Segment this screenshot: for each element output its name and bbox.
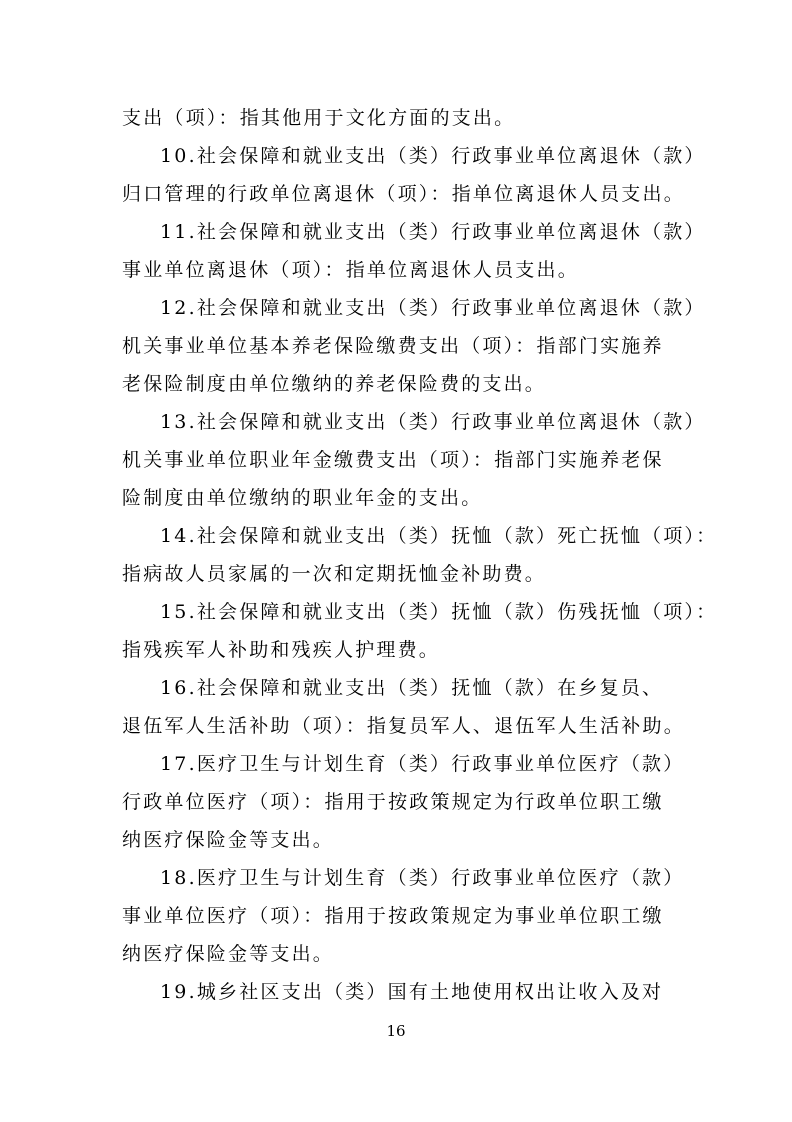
text-line: 退伍军人生活补助（项）：指复员军人、退伍军人生活补助。 bbox=[122, 715, 685, 737]
paragraph-start-line: 14.社会保障和就业支出（类）抚恤（款）死亡抚恤（项）： bbox=[160, 525, 718, 547]
text-line: 机关事业单位职业年金缴费支出（项）：指部门实施养老保 bbox=[122, 449, 664, 471]
text-line: 老保险制度由单位缴纳的养老保险费的支出。 bbox=[122, 373, 547, 395]
text-line: 支出（项）：指其他用于文化方面的支出。 bbox=[122, 107, 516, 129]
text-line: 险制度由单位缴纳的职业年金的支出。 bbox=[122, 487, 483, 509]
paragraph-start-line: 17.医疗卫生与计划生育（类）行政事业单位医疗（款） bbox=[160, 753, 685, 775]
text-line: 事业单位医疗（项）：指用于按政策规定为事业单位职工缴 bbox=[122, 905, 664, 927]
text-line: 纳医疗保险金等支出。 bbox=[122, 943, 335, 965]
paragraph-start-line: 19.城乡社区支出（类）国有土地使用权出让收入及对 bbox=[160, 981, 664, 1003]
paragraph-start-line: 18.医疗卫生与计划生育（类）行政事业单位医疗（款） bbox=[160, 867, 685, 889]
paragraph-start-line: 10.社会保障和就业支出（类）行政事业单位离退休（款） bbox=[160, 145, 706, 167]
text-line: 机关事业单位基本养老保险缴费支出（项）：指部门实施养 bbox=[122, 335, 664, 357]
page-number: 16 bbox=[386, 1022, 406, 1040]
text-line: 指病故人员家属的一次和定期抚恤金补助费。 bbox=[122, 563, 547, 585]
paragraph-start-line: 15.社会保障和就业支出（类）抚恤（款）伤残抚恤（项）： bbox=[160, 601, 718, 623]
paragraph-start-line: 12.社会保障和就业支出（类）行政事业单位离退休（款） bbox=[160, 297, 706, 319]
paragraph-start-line: 13.社会保障和就业支出（类）行政事业单位离退休（款） bbox=[160, 411, 706, 433]
paragraph-start-line: 16.社会保障和就业支出（类）抚恤（款）在乡复员、 bbox=[160, 677, 664, 699]
paragraph-start-line: 11.社会保障和就业支出（类）行政事业单位离退休（款） bbox=[160, 221, 706, 243]
text-line: 行政单位医疗（项）：指用于按政策规定为行政单位职工缴 bbox=[122, 791, 664, 813]
text-line: 事业单位离退休（项）：指单位离退休人员支出。 bbox=[122, 259, 579, 281]
text-line: 归口管理的行政单位离退休（项）：指单位离退休人员支出。 bbox=[122, 183, 685, 205]
text-line: 纳医疗保险金等支出。 bbox=[122, 829, 335, 851]
text-line: 指残疾军人补助和残疾人护理费。 bbox=[122, 639, 441, 661]
